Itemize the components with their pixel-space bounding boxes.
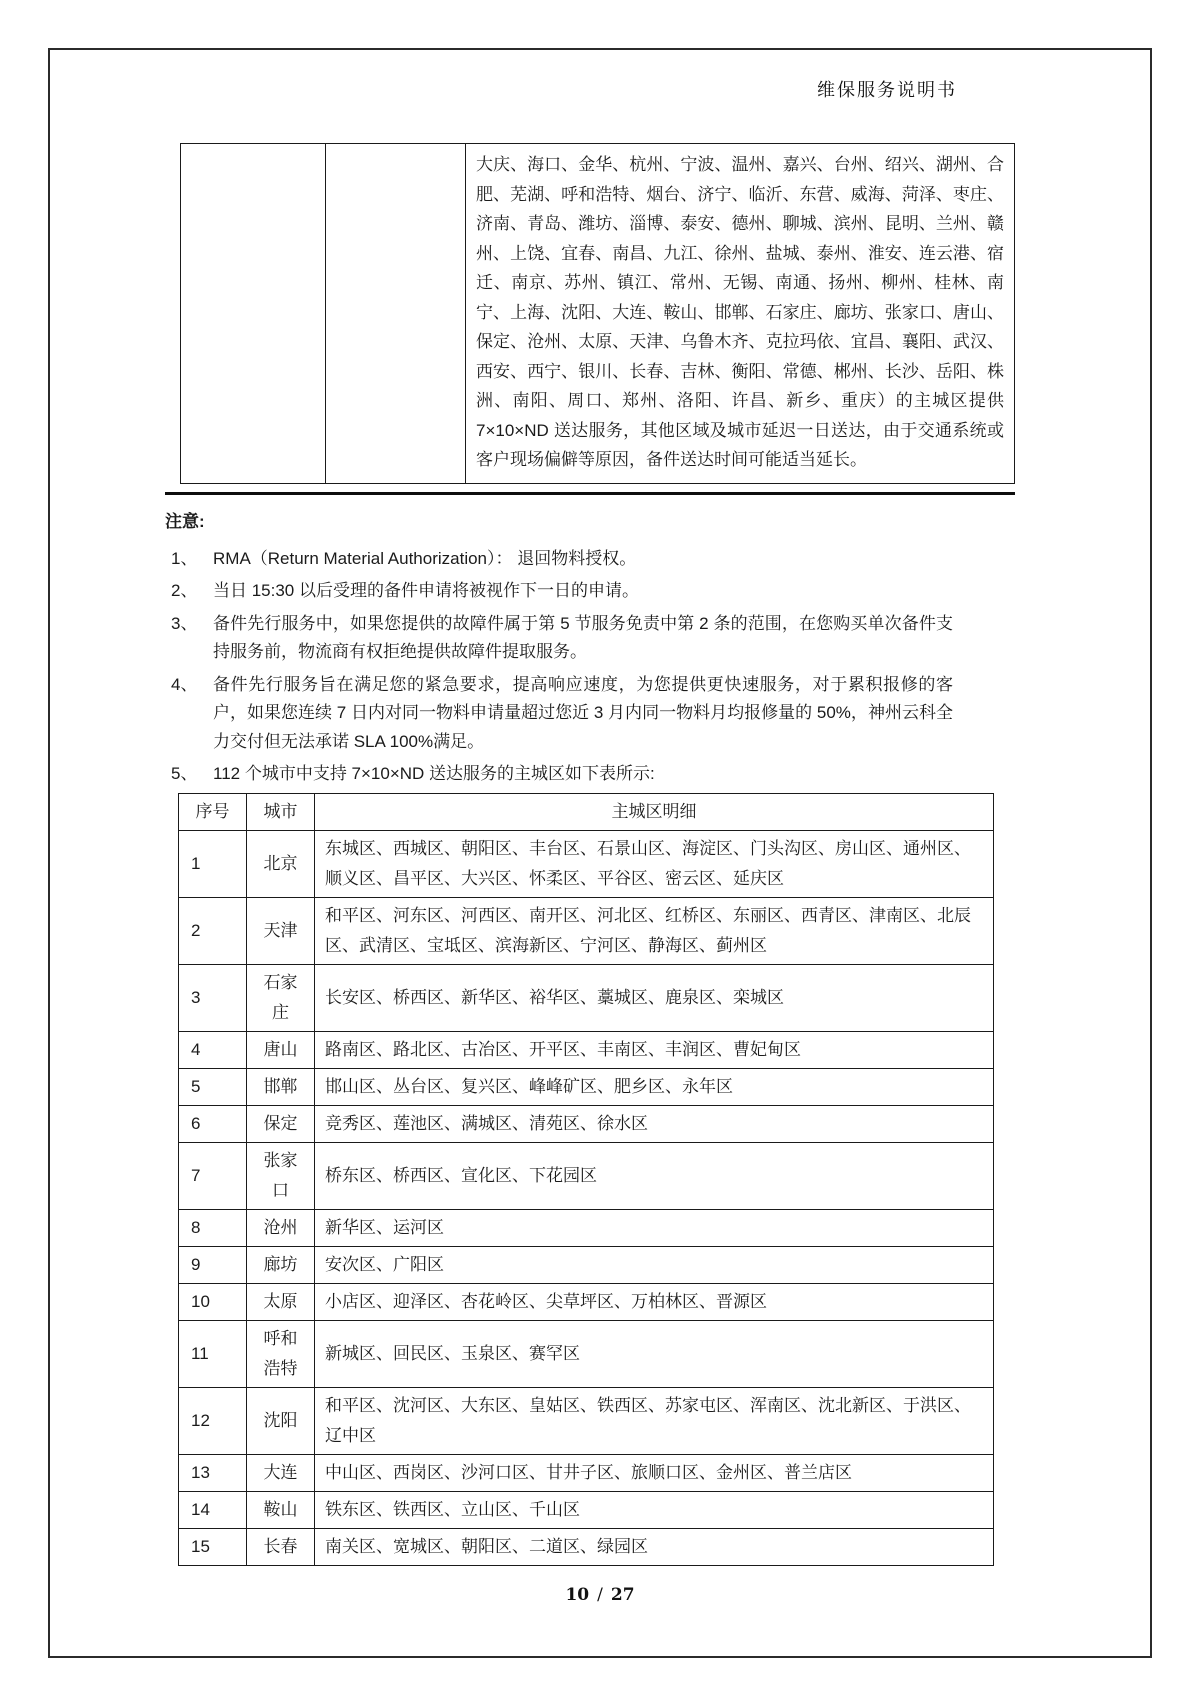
districts-cell: 安次区、广阳区 [315,1247,994,1284]
table-header-row [179,794,994,831]
districts-cell: 和平区、沈河区、大东区、皇姑区、铁西区、苏家屯区、浑南区、沈北新区、于洪区、辽中区 [315,1388,994,1455]
table-row [179,1106,994,1143]
note-number: 2、 [171,581,198,600]
districts-cell: 铁东区、铁西区、立山区、千山区 [315,1492,994,1529]
row-number-cell: 12 [179,1388,247,1455]
city-districts-table [178,793,994,1566]
note-text: 备件先行服务旨在满足您的紧急要求，提高响应速度，为您提供更快速服务，对于累积报修的客户，如果您连续 7 日内对同一物料申请量超过您近 3 月内同一物料月均报修量的 50%，神州云科全力交付但无法承诺 SLA 100%满足。 [213,674,953,751]
note-number: 1、 [171,548,198,568]
row-number-cell: 8 [179,1210,247,1247]
city-name-cell: 北京 [247,831,315,898]
row-number-cell: 11 [179,1321,247,1388]
table-row [179,831,994,898]
city-name-cell: 保定 [247,1106,315,1143]
note-text: 备件先行服务中，如果您提供的故障件属于第 5 节服务免责中第 2 条的范围，在您购买单次备件支持服务前，物流商有权拒绝提供故障件提取服务。 [213,613,953,661]
districts-cell: 东城区、西城区、朝阳区、丰台区、石景山区、海淀区、门头沟区、房山区、通州区、顺义区、昌平区、大兴区、怀柔区、平谷区、密云区、延庆区 [315,831,994,898]
city-name-cell: 张家口 [247,1143,315,1210]
table-row [179,898,994,965]
continuation-table [180,143,1015,484]
row-number-cell: 3 [179,965,247,1032]
city-name-cell: 唐山 [247,1032,315,1069]
districts-cell: 路南区、路北区、古冶区、开平区、丰南区、丰润区、曹妃甸区 [315,1032,994,1069]
notes-section [165,508,953,793]
table-row [179,1247,994,1284]
row-number-cell: 4 [179,1032,247,1069]
city-name-cell: 廊坊 [247,1247,315,1284]
table-row [179,1210,994,1247]
note-text: 当日 15:30 以后受理的备件申请将被视作下一日的申请。 [213,581,639,600]
city-name-cell: 沧州 [247,1210,315,1247]
row-number-cell: 2 [179,898,247,965]
row-number-cell: 15 [179,1529,247,1566]
table-row [179,1032,994,1069]
districts-cell: 桥东区、桥西区、宣化区、下花园区 [315,1143,994,1210]
table-row [179,1492,994,1529]
districts-cell: 竞秀区、莲池区、满城区、清苑区、徐水区 [315,1106,994,1143]
note-number: 5、 [171,764,198,783]
note-number: 4、 [171,674,198,694]
table-row [181,144,1015,484]
row-number-cell: 9 [179,1247,247,1284]
page-number-separator: / [597,1585,603,1605]
row-number-cell: 14 [179,1492,247,1529]
city-name-cell: 长春 [247,1529,315,1566]
empty-cell-left [181,144,326,484]
page-footer [0,1585,1200,1605]
city-name-cell: 沈阳 [247,1388,315,1455]
city-name-cell: 天津 [247,898,315,965]
note-item [165,760,953,789]
note-item [165,545,953,574]
note-text: 112 个城市中支持 7×10×ND 送达服务的主城区如下表所示: [213,764,655,783]
header-cell-districts: 主城区明细 [315,794,994,831]
page-number-current: 10 [565,1585,590,1605]
city-name-cell: 太原 [247,1284,315,1321]
table-row [179,1455,994,1492]
row-number-cell: 13 [179,1455,247,1492]
page-number-total: 27 [610,1585,635,1605]
districts-cell: 邯山区、丛台区、复兴区、峰峰矿区、肥乡区、永年区 [315,1069,994,1106]
header-cell-city: 城市 [247,794,315,831]
city-name-cell: 石家庄 [247,965,315,1032]
row-number-cell: 10 [179,1284,247,1321]
table-row [179,1529,994,1566]
districts-cell: 长安区、桥西区、新华区、裕华区、藁城区、鹿泉区、栾城区 [315,965,994,1032]
table-row [179,965,994,1032]
city-name-cell: 邯郸 [247,1069,315,1106]
notes-list [165,545,953,789]
districts-cell: 新城区、回民区、玉泉区、赛罕区 [315,1321,994,1388]
note-item [165,577,953,606]
table-row [179,1388,994,1455]
section-divider [165,492,1015,495]
page-header-title: 维保服务说明书 [817,80,957,101]
districts-cell: 小店区、迎泽区、杏花岭区、尖草坪区、万柏林区、晋源区 [315,1284,994,1321]
districts-cell: 南关区、宽城区、朝阳区、二道区、绿园区 [315,1529,994,1566]
districts-cell: 和平区、河东区、河西区、南开区、河北区、红桥区、东丽区、西青区、津南区、北辰区、武清区、宝坻区、滨海新区、宁河区、静海区、蓟州区 [315,898,994,965]
city-name-cell: 大连 [247,1455,315,1492]
note-item [165,671,953,757]
table-row [179,1284,994,1321]
table-row [179,1069,994,1106]
city-name-cell: 呼和浩特 [247,1321,315,1388]
note-text: RMA（Return Material Authorization）： 退回物料授权。 [213,548,637,568]
row-number-cell: 5 [179,1069,247,1106]
row-number-cell: 6 [179,1106,247,1143]
districts-cell: 中山区、西岗区、沙河口区、甘井子区、旅顺口区、金州区、普兰店区 [315,1455,994,1492]
row-number-cell: 1 [179,831,247,898]
table-row [179,1321,994,1388]
delivery-cities-text-cell: 大庆、海口、金华、杭州、宁波、温州、嘉兴、台州、绍兴、湖州、合肥、芜湖、呼和浩特、烟台、济宁、临沂、东营、威海、菏泽、枣庄、济南、青岛、潍坊、淄博、泰安、德州、聊城、滨州、昆明、兰州、赣州、上饶、宜春、南昌、九江、徐州、盐城、泰州、淮安、连云港、宿迁、南京、苏州、镇江、常州、无锡、南通、扬州、柳州、桂林、南宁、上海、沈阳、大连、鞍山、邯郸、石家庄、廊坊、张家口、唐山、保定、沧州、太原、天津、乌鲁木齐、克拉玛依、宜昌、襄阳、武汉、西安、西宁、银川、长春、吉林、衡阳、常德、郴州、长沙、岳阳、株洲、南阳、周口、郑州、洛阳、许昌、新乡、重庆）的主城区提供 7×10×ND 送达服务，其他区域及城市延迟一日送达，由于交通系统或客户现场偏僻等原因，备件送达时间可能适当延长。 [466,144,1015,484]
city-name-cell: 鞍山 [247,1492,315,1529]
header-cell-no: 序号 [179,794,247,831]
districts-cell: 新华区、运河区 [315,1210,994,1247]
notes-heading: 注意: [165,512,205,531]
table-row [179,1143,994,1210]
empty-cell-middle [326,144,466,484]
row-number-cell: 7 [179,1143,247,1210]
note-number: 3、 [171,613,198,633]
note-item [165,610,953,667]
